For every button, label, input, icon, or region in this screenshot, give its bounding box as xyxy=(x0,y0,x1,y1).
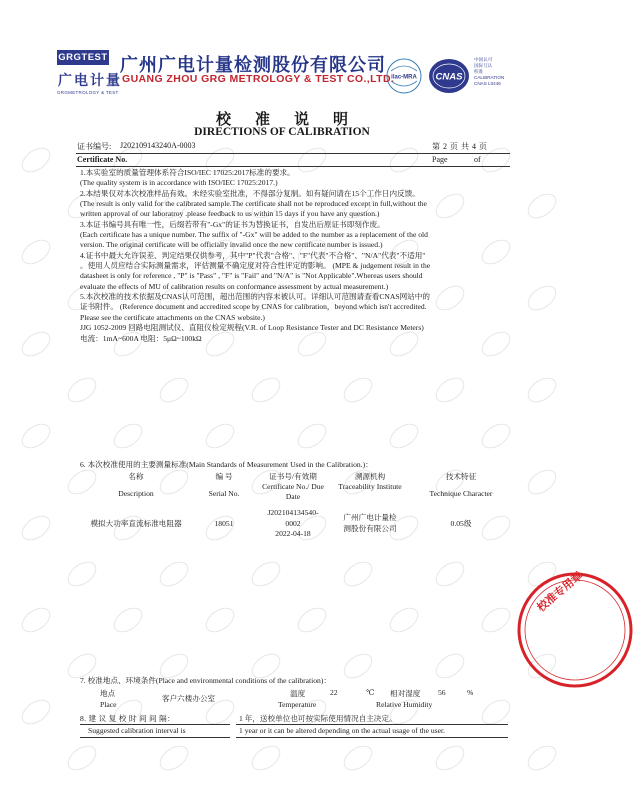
watermark-mark xyxy=(247,741,285,776)
rh-unit: % xyxy=(467,688,474,697)
rh-label-en: Relative Humidity xyxy=(376,700,433,709)
temp-value: 22 xyxy=(330,688,338,697)
due-date: 2022-04-18 xyxy=(275,529,311,538)
watermark-mark xyxy=(293,419,331,454)
environment-heading: 7. 校准地点、环境条件(Place and environmental conditions of the calibration)： xyxy=(80,676,331,685)
watermark-mark xyxy=(431,373,469,408)
cert-no-label-en: Certificate No. xyxy=(77,155,128,164)
watermark-mark xyxy=(109,419,147,454)
divider xyxy=(80,724,230,725)
watermark-mark xyxy=(293,603,331,638)
interval-label-cn: 8. 建 议 复 校 时 间 间 隔： xyxy=(80,714,175,723)
watermark-mark xyxy=(523,189,561,224)
divider xyxy=(80,737,230,738)
divider xyxy=(76,153,510,154)
watermark-mark xyxy=(17,511,55,546)
note-line: (The result is only valid for the calibrated sample.The certificate shall not be reproduced except in full,without the xyxy=(80,199,427,209)
watermark-mark xyxy=(63,557,101,592)
watermark-mark xyxy=(155,557,193,592)
standards-table xyxy=(80,472,512,540)
watermark-mark xyxy=(17,143,55,178)
note-line: JJG 1052-2009 回路电阻测试仪、直阻仪检定规程(V.R. of Loop Resistance Tester and DC Resistance Meters) xyxy=(80,323,424,333)
note-line: 4.证书中最大允许误差、判定结果仅供参考，其中"P"代表"合格"、"F"代表"不合格"、"N/A"代表"不适用" xyxy=(80,250,426,260)
note-line: version. The original certificate will be officially invalid once the new certificate number is issued.) xyxy=(80,240,383,250)
watermark-mark xyxy=(431,741,469,776)
page-label-en: Page xyxy=(432,155,448,164)
watermark-mark xyxy=(17,235,55,270)
institute-part: 测股份有限公司 xyxy=(343,523,397,533)
watermark-mark xyxy=(247,557,285,592)
place-label-cn: 地点 xyxy=(100,689,116,698)
watermark-mark xyxy=(17,695,55,730)
table-row xyxy=(80,502,512,540)
watermark-mark xyxy=(385,603,423,638)
note-line: 证书附件。 (Reference document and accredited scope by CNAS for calibration，beyond which isn't accredited. xyxy=(80,302,427,312)
cnas-info-line: 国际互认 xyxy=(474,63,493,68)
temp-unit: ℃ xyxy=(366,688,375,697)
ilac-mra-logo xyxy=(385,57,423,95)
watermark-mark xyxy=(17,327,55,362)
company-name-cn: 广州广电计量检测股份有限公司 xyxy=(120,55,386,76)
cell-serial: 18051 xyxy=(214,518,234,528)
watermark-mark xyxy=(155,741,193,776)
cert-no-label-cn: 证书编号: xyxy=(77,142,112,151)
watermark-mark xyxy=(201,419,239,454)
interval-value-en: 1 year or it can be altered depending on the actual usage of the user. xyxy=(239,726,446,735)
col-cert-en: Certificate No./ Due Date xyxy=(262,482,324,501)
watermark-mark xyxy=(477,603,515,638)
divider xyxy=(236,737,508,738)
cell-institute xyxy=(330,502,410,540)
watermark-mark xyxy=(477,419,515,454)
divider xyxy=(76,166,510,167)
note-line: 2.本结果仅对本次校准样品有效。未经实验室批准，不得部分复制。如有疑问请在15个工作日内反馈。 xyxy=(80,188,420,198)
table-header-row xyxy=(80,472,512,482)
watermark-mark xyxy=(431,557,469,592)
note-line: 3.本证书编号具有唯一性，后缀若带有"-Gx"的证书为替换证书，自发出后原证书即刻作废。 xyxy=(80,219,385,229)
watermark-mark xyxy=(385,419,423,454)
watermark-mark xyxy=(63,373,101,408)
grgtest-logo: GRGTEST xyxy=(58,52,108,63)
cert-no-part: 0002 xyxy=(285,518,301,528)
watermark-mark xyxy=(155,373,193,408)
watermark-mark xyxy=(17,603,55,638)
temp-label-en: Temperature xyxy=(278,700,317,709)
notes-block xyxy=(80,168,512,344)
col-cert-cn: 证书号/有效期 xyxy=(269,472,317,481)
company-name-en: GUANG ZHOU GRG METROLOGY & TEST CO.,LTD. xyxy=(122,73,395,85)
watermark-mark xyxy=(523,373,561,408)
note-line: evaluate the effects of MU of calibration results on conformance assessment by actual measurement.) xyxy=(80,281,389,291)
stamp-text: 校准专用章 xyxy=(534,568,586,615)
page-of-en: of xyxy=(474,155,481,164)
cell-technique: 0.05级 xyxy=(450,518,472,528)
table-header-row xyxy=(80,482,512,502)
col-serial-cn: 编 号 xyxy=(215,472,233,481)
watermark-mark xyxy=(523,281,561,316)
note-line: Please see the certificate attachments on the CNAS website.) xyxy=(80,312,265,322)
col-institute-cn: 溯源机构 xyxy=(354,472,386,481)
logo-subtext: GRGMETROLOGY & TEST xyxy=(57,90,119,95)
cert-no-value: J202109143240A-0003 xyxy=(120,141,196,150)
watermark-mark xyxy=(523,465,561,500)
watermark-mark xyxy=(63,741,101,776)
col-institute-en: Traceability Institute xyxy=(338,482,402,491)
ilac-label: ilac-MRA xyxy=(391,74,417,81)
logo-text-cn: 广电计量 xyxy=(58,73,122,89)
watermark-mark xyxy=(523,741,561,776)
cert-no-part: J202104134540- xyxy=(267,508,319,517)
watermark-mark xyxy=(339,741,377,776)
place-value: 客户六楼办公室 xyxy=(162,694,216,703)
interval-value-cn: 1 年，送校单位也可按实际使用情况自主决定。 xyxy=(239,714,397,723)
watermark-mark xyxy=(431,649,469,684)
note-line: 。使用人员应结合实际测量需求，评估测量不确定度对符合性评定的影响。 (MPE & judgement result in the xyxy=(80,261,431,271)
rh-label-cn: 相对湿度 xyxy=(390,689,421,698)
watermark-mark xyxy=(339,373,377,408)
col-technique-cn: 技术特征 xyxy=(445,472,477,481)
note-line: datasheet is only for reference , "P" is "Pass" , "F" is "Fail" and "N/A" is "Not Applicable".Whereas users should xyxy=(80,271,423,281)
watermark-mark xyxy=(17,419,55,454)
title-cn: 校准说明 xyxy=(215,110,372,128)
standards-heading: 6. 本次校准使用的主要测量标准(Main Standards of Measurement Used in the Calibration.)： xyxy=(80,460,373,469)
col-description-en: Description xyxy=(118,489,154,498)
col-serial-en: Serial No. xyxy=(208,489,240,498)
note-line: (The quality system is in accordance with ISO/IEC 17025:2017.) xyxy=(80,178,278,188)
col-description-cn: 名称 xyxy=(128,472,144,481)
watermark-mark xyxy=(339,557,377,592)
cnas-info-line: 校准 xyxy=(474,69,484,74)
note-line: (Each certificate has a unique number. The suffix of "-Gx" will be added to the number as a replacement of the old xyxy=(80,230,428,240)
cnas-label: CNAS xyxy=(435,71,463,83)
cnas-logo xyxy=(428,56,470,96)
cnas-info-line: CALIBRATION xyxy=(474,75,505,80)
note-line: 1.本实验室的质量管理体系符合ISO/IEC 17025:2017标准的要求。 xyxy=(80,168,295,177)
watermark-mark xyxy=(201,603,239,638)
cnas-info xyxy=(474,57,504,87)
watermark-mark xyxy=(339,649,377,684)
note-line: 电流：1mA~600A 电阻：5μΩ~100kΩ xyxy=(80,333,202,343)
cell-description: 模拟大功率直流标准电阻器 xyxy=(90,518,182,528)
divider xyxy=(236,724,508,725)
institute-part: 广州广电计量检 xyxy=(343,513,397,523)
watermark-mark xyxy=(247,373,285,408)
title-en: DIRECTIONS OF CALIBRATION xyxy=(194,126,370,138)
temp-label-cn: 温度 xyxy=(290,689,306,698)
note-line: written approval of our laboratroy .please feedback to us within 15 days if you have any question.) xyxy=(80,209,380,219)
cell-cert xyxy=(256,502,330,540)
col-technique-en: Technique Character xyxy=(429,489,493,498)
cnas-info-line: 中国认可 xyxy=(474,57,493,62)
place-label-en: Place xyxy=(100,700,117,709)
rh-value: 56 xyxy=(438,688,446,697)
cnas-info-line: CNAS L0446 xyxy=(474,81,501,86)
note-line: 5.本次校准的技术依据及CNAS认可范围，超出范围的内容未被认可。详细认可范围请查看CNAS网站中的 xyxy=(80,292,430,302)
interval-label-en: Suggested calibration interval is xyxy=(88,726,186,735)
watermark-mark xyxy=(109,603,147,638)
page-indicator-cn: 第 2 页 共 4 页 xyxy=(432,142,488,151)
calibration-stamp xyxy=(515,570,635,690)
